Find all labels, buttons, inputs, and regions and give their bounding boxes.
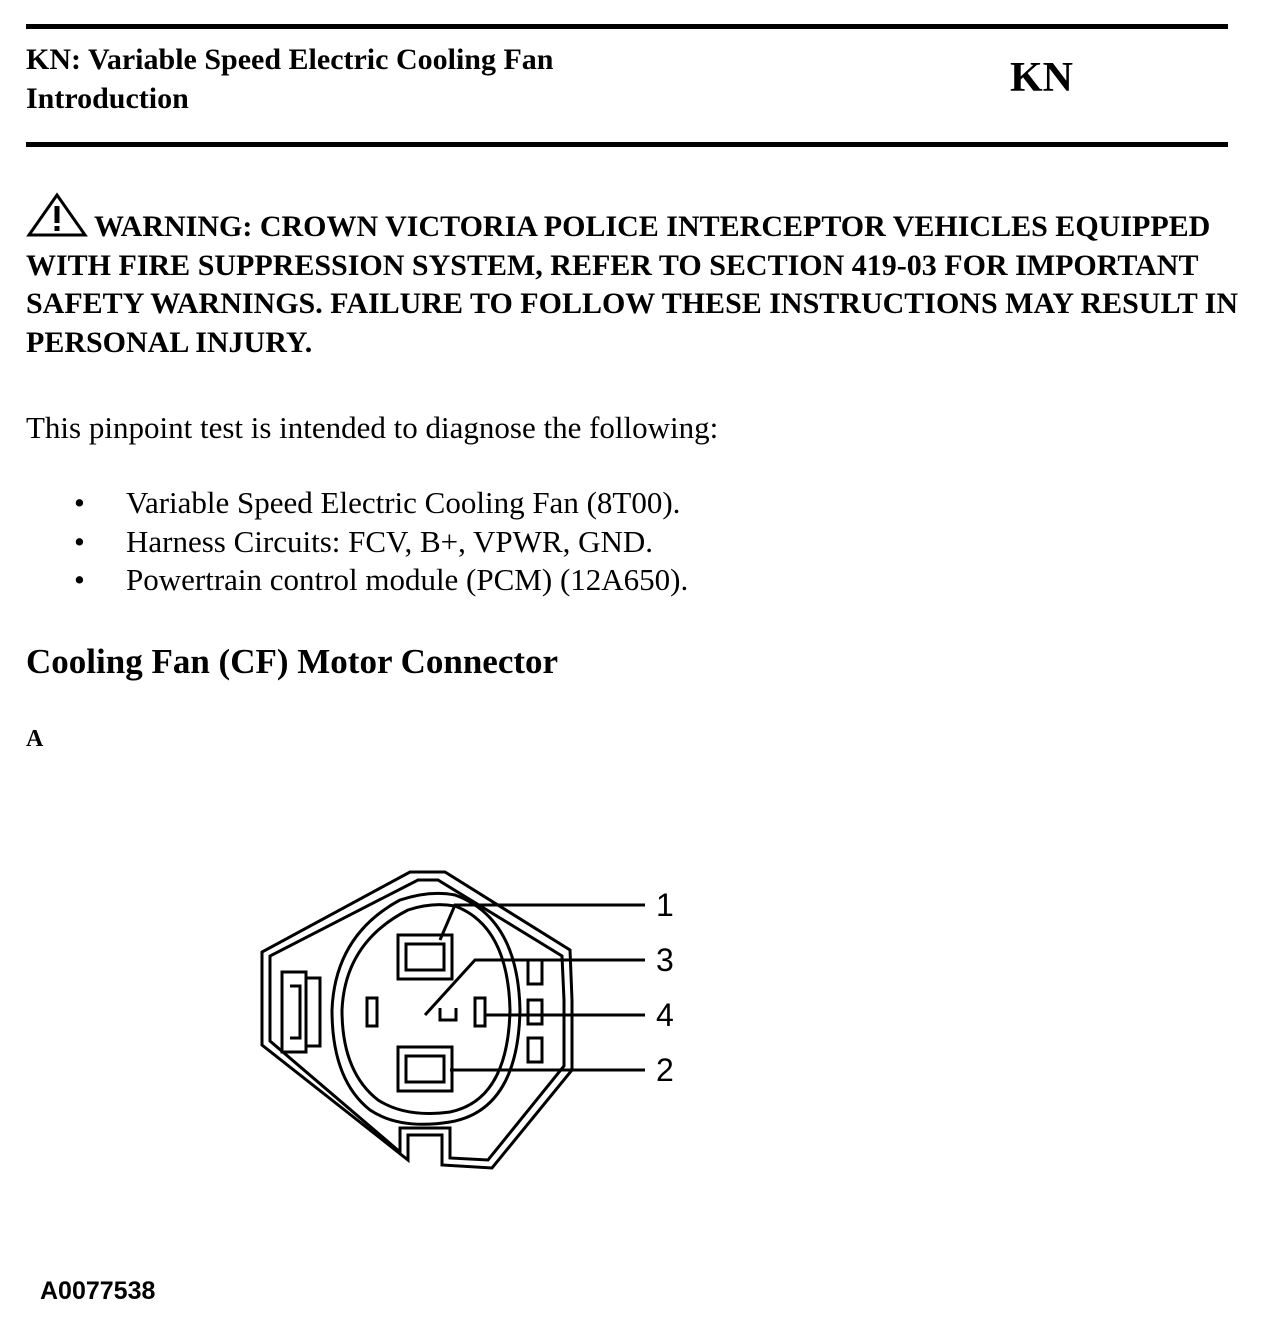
pin-4-terminal [475, 998, 485, 1026]
warning-triangle-icon [26, 192, 88, 238]
figure-id: A0077538 [40, 1277, 156, 1305]
key-mark [440, 1008, 456, 1020]
list-item: • Variable Speed Electric Cooling Fan (8T00). [0, 484, 688, 523]
figure-label: A [26, 726, 44, 752]
pin-label-1: 1 [656, 887, 674, 923]
diagnose-list [0, 484, 688, 600]
header-section-code: KN [1010, 55, 1073, 101]
header-bottom-rule [26, 142, 1228, 147]
list-item: • Powertrain control module (PCM) (12A650). [0, 561, 688, 600]
header-title [26, 40, 554, 118]
intro-text: This pinpoint test is intended to diagnose the following: [26, 410, 719, 445]
list-item: • Harness Circuits: FCV, B+, VPWR, GND. [0, 523, 688, 562]
connector-diagram [250, 860, 700, 1180]
pin-label-3: 3 [656, 942, 674, 978]
header-title-line-1: KN: Variable Speed Electric Cooling Fan [26, 43, 554, 76]
section-heading: Cooling Fan (CF) Motor Connector [26, 642, 559, 681]
header-title-line-2: Introduction [26, 82, 189, 115]
pin-3-terminal [367, 998, 377, 1026]
connector-housing [262, 872, 572, 1168]
header-top-rule [26, 24, 1228, 29]
warning-text: WARNING: CROWN VICTORIA POLICE INTERCEPTOR VEHICLES EQUIPPED WITH FIRE SUPPRESSION SYSTEM, REFER TO SECTION 419-03 FOR IMPORTANT SAFETY WARNINGS. FAILURE TO FOLLOW THESE INSTRUCTIONS MAY RESULT IN PERSONAL INJURY. [26, 210, 1239, 359]
warning-block [26, 192, 1241, 362]
pin-label-2: 2 [656, 1052, 674, 1088]
pin-label-4: 4 [656, 997, 674, 1033]
